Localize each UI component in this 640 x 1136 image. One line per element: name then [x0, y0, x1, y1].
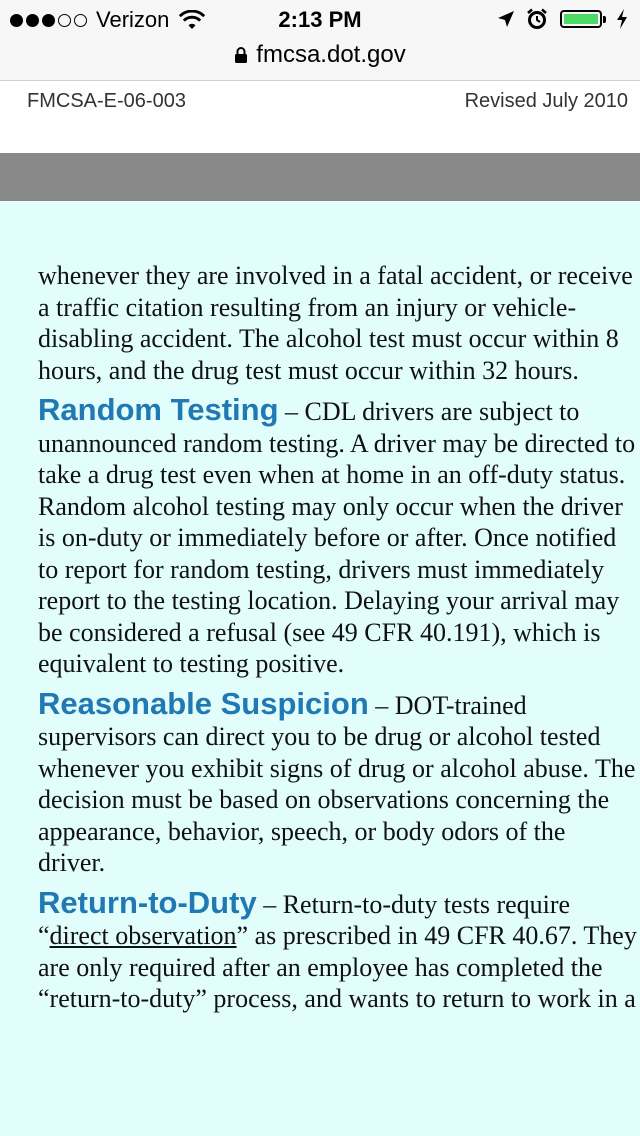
document-header: [0, 81, 640, 153]
lock-icon: [234, 46, 248, 64]
reasonable-suspicion-paragraph: [38, 685, 638, 879]
status-indicators: [486, 8, 628, 30]
intro-paragraph: whenever they are involved in a fatal accident, or receive a traffic citation resulting from an injury or vehicle-disabling accident. The alcohol test must occur within 8 hours, and the drug test must occur within 32 hours.: [38, 261, 633, 385]
direct-observation-link[interactable]: direct observation: [49, 921, 237, 950]
reasonable-suspicion-heading: Reasonable Suspicion: [38, 685, 369, 721]
address-bar[interactable]: [0, 40, 640, 81]
location-arrow-icon: [496, 9, 516, 29]
return-to-duty-text: – Return-to-duty tests require “: [38, 889, 571, 950]
random-testing-paragraph: [38, 394, 638, 680]
form-id: FMCSA-E-06-003: [27, 90, 186, 112]
url-text[interactable]: fmcsa.dot.gov: [256, 41, 406, 68]
carrier-name: Verizon: [96, 7, 170, 32]
body-text: [38, 260, 638, 1023]
alarm-clock-icon: [526, 8, 548, 30]
battery-icon: [560, 10, 606, 28]
return-to-duty-paragraph: [38, 884, 638, 1015]
return-to-duty-text-cont: ” as prescribed in 49 CFR 40.67. They are only required after an employee has completed the “return-to-duty” process, and wants to return to work in a: [38, 921, 637, 1013]
status-bar: [0, 0, 640, 40]
clock-time: 2:13 PM: [278, 7, 362, 32]
return-to-duty-heading: Return-to-Duty: [38, 884, 257, 920]
document-content: [0, 201, 640, 1136]
random-testing-text: – CDL drivers are subject to unannounced random testing. A driver may be directed to take a drug test even when at home in an off-duty status. Random alcohol testing may only occur when the driver is on-duty or immediately before or after. Once notified to report for random testing, drivers must immediately report to the testing location. Delaying your arrival may be considered a refusal (see 49 CFR 40.191), which is equivalent to testing positive.: [38, 397, 636, 678]
charging-bolt-icon: [616, 9, 628, 29]
random-testing-heading: Random Testing: [38, 392, 279, 427]
reasonable-suspicion-text: – DOT-trained supervisors can direct you to be drug or alcohol tested whenever you exhibit signs of drug or alcohol abuse. The decision must be based on observations concerning the appearance, behavior, speech, or body odors of the driver.: [38, 690, 636, 877]
header-divider-bar: [0, 153, 640, 201]
revision-date: Revised July 2010: [464, 90, 628, 112]
